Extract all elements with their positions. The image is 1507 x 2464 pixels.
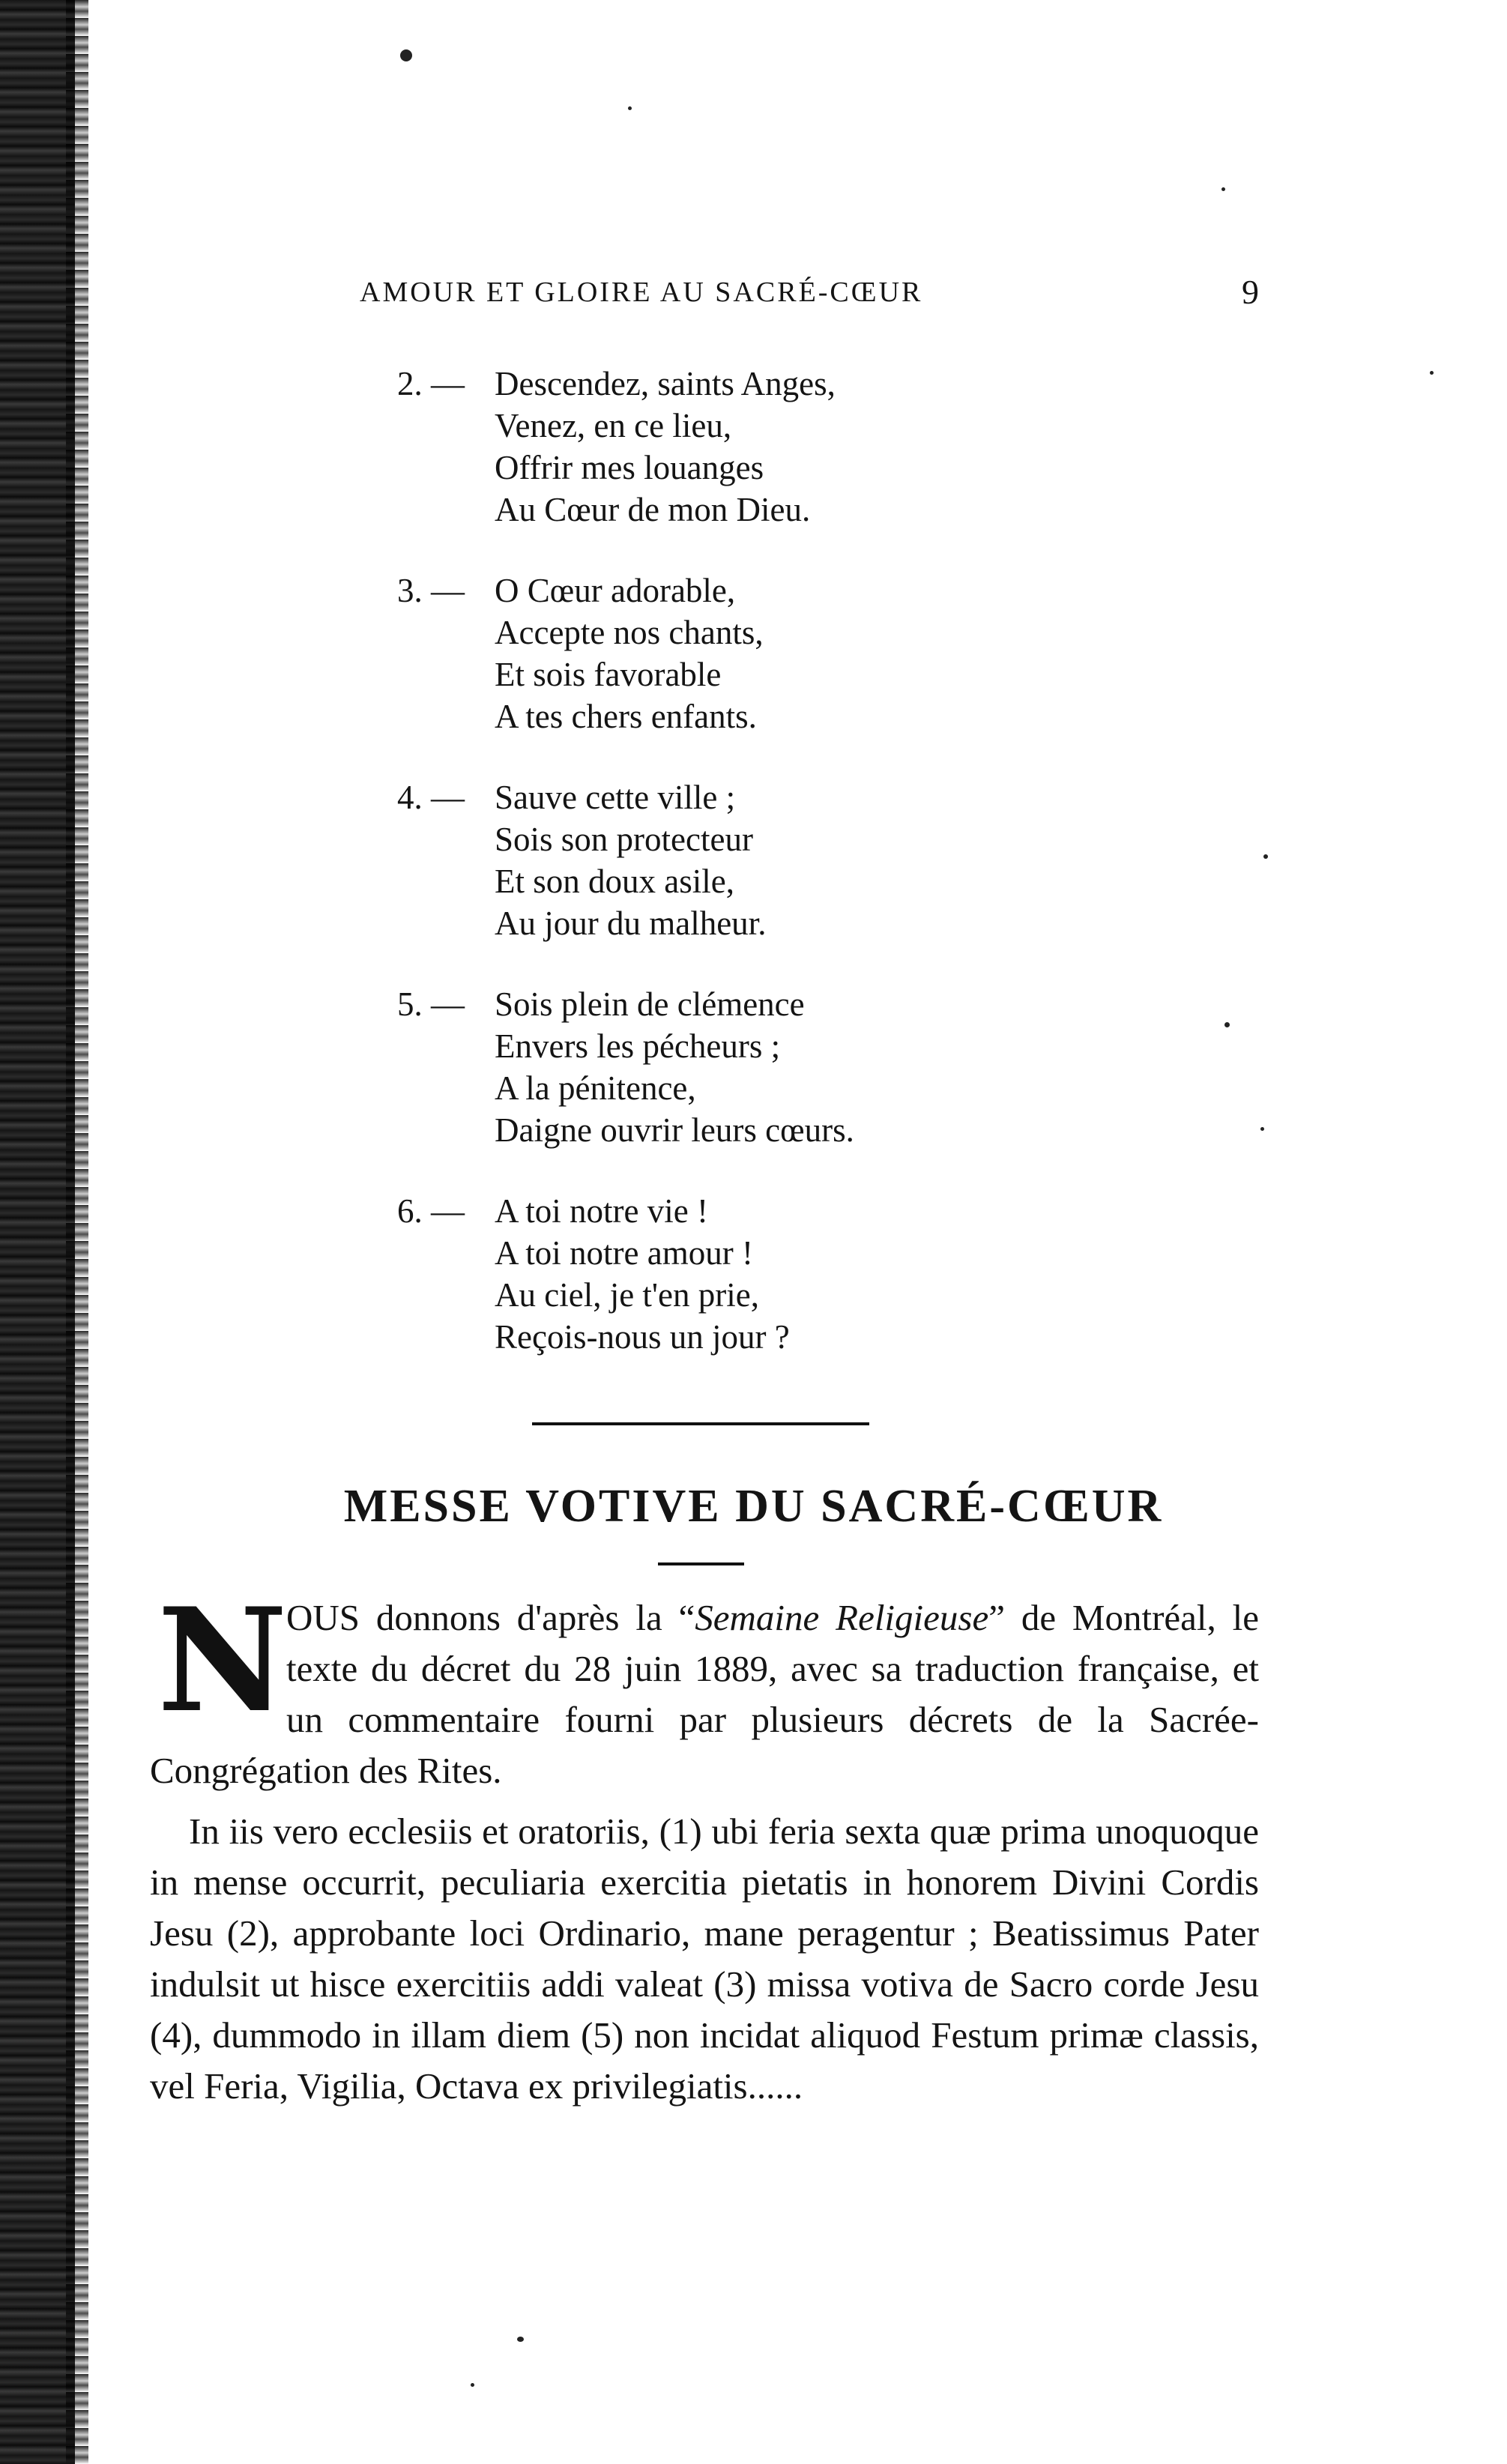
hymn-stanza <box>397 983 1221 1151</box>
print-speck <box>1263 854 1268 859</box>
stanza-line: Au ciel, je t'en prie, <box>495 1276 759 1314</box>
section-divider-long <box>532 1422 869 1425</box>
hymn-stanza <box>397 570 1221 737</box>
hymn-stanza <box>397 363 1221 531</box>
stanza-number: 4. — <box>397 779 465 816</box>
print-speck <box>1430 371 1434 375</box>
stanza-line: 4. — Sauve cette ville ; <box>397 776 1221 818</box>
stanza-line: A tes chers enfants. <box>495 698 757 735</box>
stanza-line: 5. — Sois plein de clémence <box>397 983 1221 1025</box>
stanza-number: 2. — <box>397 365 465 402</box>
stanza-line: Et sois favorable <box>495 656 722 693</box>
drop-cap-letter: N <box>157 1577 288 1744</box>
print-speck <box>1260 1127 1264 1131</box>
print-speck <box>1224 1022 1230 1027</box>
stanza-line: Et son doux asile, <box>495 863 734 900</box>
hymn-stanza <box>397 1190 1221 1358</box>
running-head: AMOUR ET GLOIRE AU SACRÉ-CŒUR <box>360 277 923 308</box>
stanza-number: 3. — <box>397 572 465 609</box>
stanza-line: Envers les pécheurs ; <box>495 1027 781 1065</box>
page-number: 9 <box>1242 273 1259 311</box>
book-binding-edge <box>0 0 75 2464</box>
stanza-line: Offrir mes louanges <box>495 449 764 486</box>
stanza-line: Sois son protecteur <box>495 821 753 858</box>
stanza-line: Venez, en ce lieu, <box>495 407 732 444</box>
stanza-line: Au jour du malheur. <box>495 905 767 942</box>
stanza-line: 2. — Descendez, saints Anges, <box>397 363 1221 405</box>
stanza-line: A la pénitence, <box>495 1069 696 1107</box>
print-speck <box>628 106 632 110</box>
print-speck <box>1221 187 1225 191</box>
stanza-line: Reçois-nous un jour ? <box>495 1318 790 1356</box>
intro-paragraph: N OUS donnons d'après la “Semaine Religieuse” de Montréal, le texte du décret du 28 juin 1889, avec sa traduction française, et un commentaire fourni par plusieurs décrets de la Sacrée-Congrégation des Rites. <box>150 1577 1259 1791</box>
stanza-number: 5. — <box>397 985 465 1023</box>
stanza-line: Daigne ouvrir leurs cœurs. <box>495 1111 854 1149</box>
stanza-number: 6. — <box>397 1192 465 1230</box>
section-title: MESSE VOTIVE DU SACRÉ-CŒUR <box>343 1481 1164 1532</box>
hymn-stanza <box>397 776 1221 944</box>
stanza-line: Accepte nos chants, <box>495 614 764 651</box>
print-speck <box>400 49 412 61</box>
stanza-line: A toi notre amour ! <box>495 1234 753 1272</box>
decree-paragraph: In iis vero ecclesiis et oratoriis, (1) ubi feria sexta quæ prima unoquoque in mense occurrit, peculiaria exercitia pietatis in honorem Divini Cordis Jesu (2), approbante loci Ordinario, mane peragentur ; Beatissimus Pater indulsit ut hisce exercitiis addi valeat (3) missa votiva de Sacro corde Jesu (4), dummodo in illam diem (5) non incidat aliquod Festum primæ classis, vel Feria, Vigilia, Octava ex privilegiatis...... <box>150 1811 1259 2107</box>
print-speck <box>471 2383 474 2387</box>
stanza-line: 6. — A toi notre vie ! <box>397 1190 1221 1232</box>
stanza-line: Au Cœur de mon Dieu. <box>495 491 811 528</box>
print-speck <box>517 2337 524 2342</box>
section-divider-short <box>658 1562 744 1565</box>
stanza-line: 3. — O Cœur adorable, <box>397 570 1221 612</box>
journal-title: Semaine Religieuse <box>695 1597 989 1638</box>
